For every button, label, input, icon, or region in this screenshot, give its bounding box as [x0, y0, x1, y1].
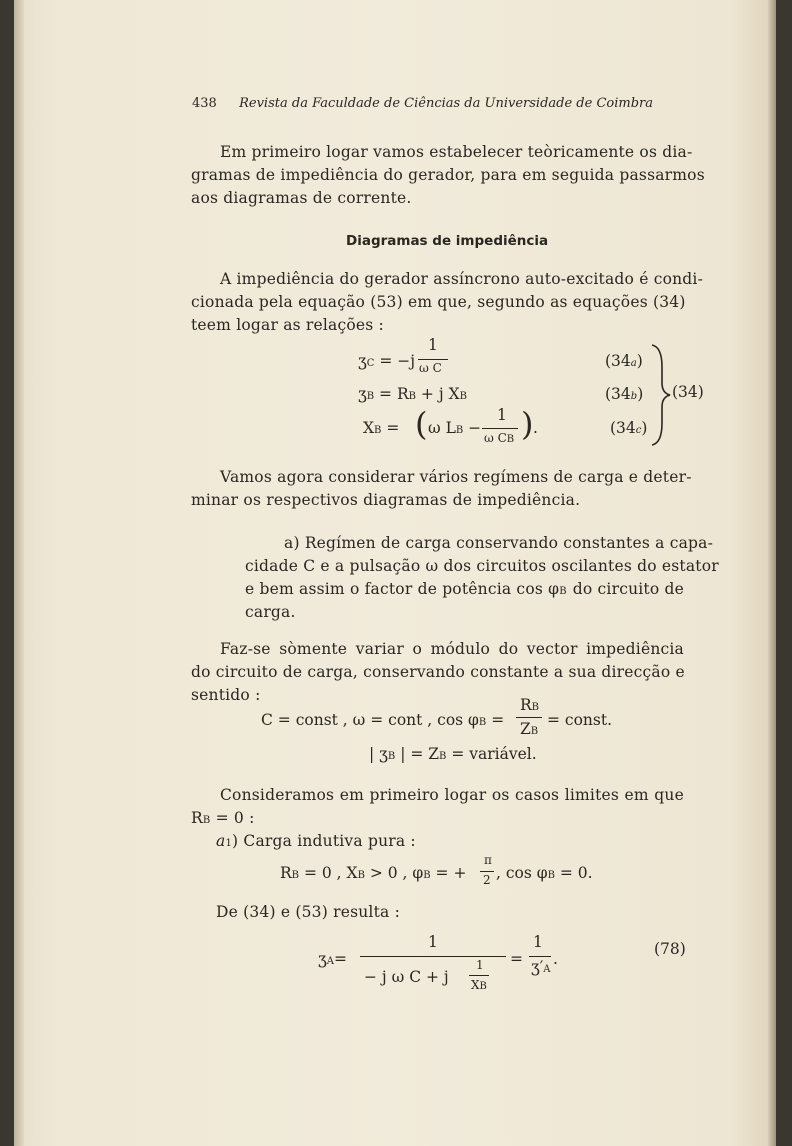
eq78-inner-denominator: XB	[471, 978, 487, 992]
eq34c-denominator: ω CB	[484, 431, 515, 445]
eq-a1-tail: , cos φB = 0.	[496, 864, 593, 882]
eq78-equals: =	[510, 950, 523, 968]
de-line: De (34) e (53) resulta :	[216, 903, 401, 921]
eq-const-numerator: RB	[520, 696, 540, 714]
eq34c-inner: ω LB −	[428, 419, 482, 437]
para4-line-2: do circuito de carga, conservando constante a sua direcção e	[191, 663, 685, 681]
para4-line-3: sentido :	[191, 686, 261, 704]
eq-a1: RB = 0 , XB > 0 , φB = +	[280, 864, 467, 882]
para5-line-1: Consideramos em primeiro logar os casos limites em que	[220, 786, 684, 804]
eq34c-dot: .	[533, 419, 538, 437]
para5-line-2: RB = 0 :	[191, 809, 255, 827]
eq78-dot: .	[553, 950, 558, 968]
eq78-numerator: 1	[428, 933, 438, 951]
eq34b: ʒB = RB + j XB	[358, 385, 467, 403]
section-title: Diagramas de impediência	[346, 233, 549, 249]
eq34a-label: (34a)	[605, 352, 643, 370]
eq34c-label: (34c)	[610, 419, 648, 437]
eq34b-label: (34b)	[605, 385, 644, 403]
eq78-label: (78)	[654, 940, 686, 958]
page-number: 438	[192, 96, 217, 111]
eq-const-left: C = const , ω = cont , cos φB =	[261, 711, 505, 729]
eq34c-open-paren: (	[415, 405, 428, 443]
case-a-line-3: e bem assim o factor de potência cos φB do circuito de	[245, 580, 684, 598]
eq34c-lhs: XB =	[363, 419, 400, 437]
case-a-line-2: cidade C e a pulsação ω dos circuitos oscilantes do estator	[245, 557, 719, 575]
page	[14, 0, 776, 1146]
eq34c-numerator: 1	[497, 406, 507, 424]
eq-const-right: = const.	[547, 711, 613, 729]
page-binding-edge	[14, 0, 24, 1146]
para4-line-1: Faz-se sòmente variar o módulo do vector impediência	[220, 640, 684, 658]
eq78-inner-numerator: 1	[476, 958, 484, 972]
intro-line-1: Em primeiro logar vamos estabelecer teòricamente os dia-	[220, 143, 693, 161]
eq34a-lhs: ʒC = −j	[358, 352, 416, 370]
running-title: Revista da Faculdade de Ciências da Universidade de Coimbra	[239, 96, 653, 111]
para2-line-1: A impediência do gerador assíncrono auto-excitado é condi-	[220, 270, 704, 288]
eq78-lhs: ʒA=	[318, 950, 347, 968]
case-a1-heading: a1) Carga indutiva pura :	[216, 832, 416, 850]
eq-abs-impedance: | ʒB | = ZB = variável.	[369, 745, 537, 763]
eq78-denominator-2: ʒ′A	[531, 958, 551, 976]
case-a-line-4: carga.	[245, 603, 296, 621]
eq78-numerator-2: 1	[533, 933, 543, 951]
eq34c-close-paren: )	[521, 405, 534, 443]
case-a-line-1: a) Regímen de carga conservando constantes a capa-	[284, 534, 714, 552]
para2-line-2: cionada pela equação (53) em que, segundo as equações (34)	[191, 293, 686, 311]
page-right-edge	[768, 0, 776, 1146]
eq34-right-brace	[650, 343, 674, 447]
eq34a-numerator: 1	[428, 336, 438, 354]
running-header	[192, 96, 653, 111]
para3-line-1: Vamos agora considerar vários regímens de carga e deter-	[220, 468, 692, 486]
intro-line-3: aos diagramas de corrente.	[191, 189, 412, 207]
eq34-group-label: (34)	[672, 383, 704, 401]
eq34a-denominator: ω C	[419, 361, 442, 375]
eq78-denominator: − j ω C + j	[364, 968, 449, 986]
eq-const-denominator: ZB	[520, 720, 539, 738]
eq-a1-pi: π	[484, 853, 492, 867]
intro-line-2: gramas de impediência do gerador, para em seguida passarmos	[191, 166, 705, 184]
para2-line-3: teem logar as relações :	[191, 316, 384, 334]
para3-line-2: minar os respectivos diagramas de impediência.	[191, 491, 581, 509]
eq-a1-two: 2	[483, 873, 491, 887]
